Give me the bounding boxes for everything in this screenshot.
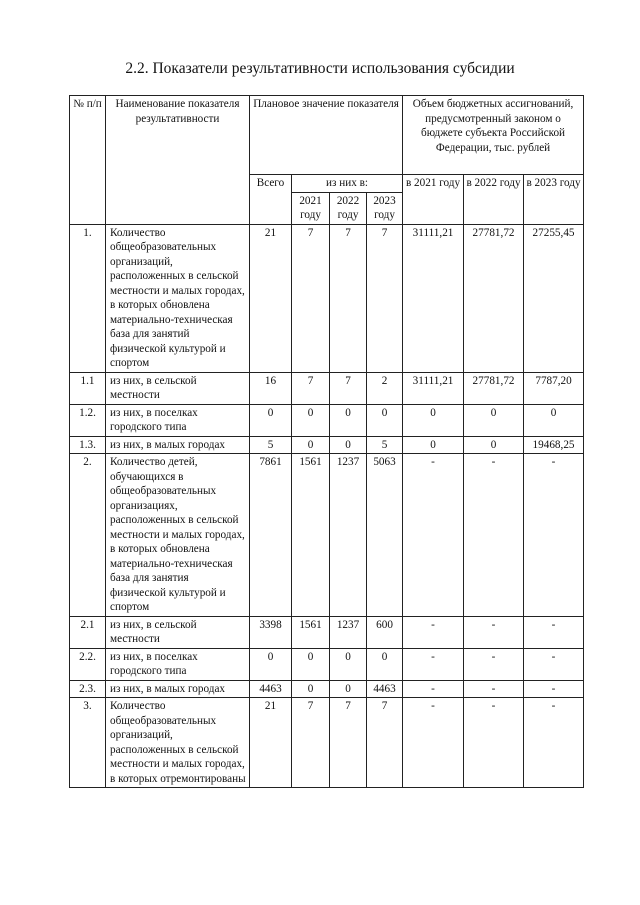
- row-plan-2021: 0: [292, 404, 330, 436]
- row-budget-2021: 0: [403, 436, 464, 454]
- header-of-which: из них в:: [292, 175, 403, 193]
- row-plan-2022: 1237: [330, 454, 367, 617]
- row-num: 2.1: [70, 616, 106, 648]
- row-budget-2022: 27781,72: [464, 224, 524, 372]
- row-budget-2022: -: [464, 616, 524, 648]
- row-plan-2023: 0: [367, 404, 403, 436]
- row-num: 3.: [70, 698, 106, 788]
- header-name: Наименование показателя результативности: [106, 96, 250, 225]
- row-plan-2021: 1561: [292, 616, 330, 648]
- row-plan-2022: 1237: [330, 616, 367, 648]
- row-budget-2022: -: [464, 648, 524, 680]
- row-total: 5: [250, 436, 292, 454]
- row-num: 2.2.: [70, 648, 106, 680]
- row-budget-2023: -: [524, 698, 584, 788]
- row-plan-2021: 7: [292, 698, 330, 788]
- row-plan-2021: 0: [292, 680, 330, 698]
- row-num: 1.1: [70, 372, 106, 404]
- row-plan-2023: 7: [367, 698, 403, 788]
- row-name: из них, в поселках городского типа: [106, 648, 250, 680]
- row-name: из них, в малых городах: [106, 436, 250, 454]
- row-budget-2023: 7787,20: [524, 372, 584, 404]
- table-row: [70, 616, 584, 648]
- row-budget-2022: -: [464, 680, 524, 698]
- table-row: [70, 404, 584, 436]
- row-budget-2023: -: [524, 454, 584, 617]
- header-total: Всего: [250, 175, 292, 225]
- header-budget-2023: в 2023 году: [524, 175, 584, 225]
- row-plan-2022: 0: [330, 648, 367, 680]
- row-budget-2021: -: [403, 648, 464, 680]
- row-budget-2021: 31111,21: [403, 372, 464, 404]
- table-row: [70, 372, 584, 404]
- row-plan-2023: 4463: [367, 680, 403, 698]
- row-budget-2023: 27255,45: [524, 224, 584, 372]
- row-plan-2021: 7: [292, 224, 330, 372]
- row-budget-2023: 19468,25: [524, 436, 584, 454]
- row-budget-2023: -: [524, 648, 584, 680]
- row-total: 21: [250, 224, 292, 372]
- row-plan-2021: 7: [292, 372, 330, 404]
- header-num: № п/п: [70, 96, 106, 225]
- row-budget-2021: -: [403, 616, 464, 648]
- row-plan-2023: 5: [367, 436, 403, 454]
- row-total: 7861: [250, 454, 292, 617]
- row-budget-2022: 27781,72: [464, 372, 524, 404]
- row-total: 0: [250, 648, 292, 680]
- row-plan-2022: 0: [330, 404, 367, 436]
- row-num: 2.: [70, 454, 106, 617]
- header-plan: Плановое значение показателя: [250, 96, 403, 175]
- indicators-table: [69, 95, 584, 788]
- row-plan-2022: 7: [330, 372, 367, 404]
- row-name: из них, в малых городах: [106, 680, 250, 698]
- row-budget-2023: -: [524, 616, 584, 648]
- row-num: 1.3.: [70, 436, 106, 454]
- row-budget-2021: -: [403, 698, 464, 788]
- header-budget-2022: в 2022 году: [464, 175, 524, 225]
- row-budget-2022: -: [464, 698, 524, 788]
- row-budget-2021: -: [403, 680, 464, 698]
- row-plan-2023: 7: [367, 224, 403, 372]
- row-total: 16: [250, 372, 292, 404]
- header-budget-2021: в 2021 году: [403, 175, 464, 225]
- header-plan-2022: 2022 году: [330, 192, 367, 224]
- row-plan-2023: 5063: [367, 454, 403, 617]
- row-budget-2021: -: [403, 454, 464, 617]
- row-plan-2021: 0: [292, 648, 330, 680]
- row-budget-2021: 0: [403, 404, 464, 436]
- row-name: из них, в сельской местности: [106, 372, 250, 404]
- header-plan-2023: 2023 году: [367, 192, 403, 224]
- table-row: [70, 680, 584, 698]
- row-plan-2022: 7: [330, 224, 367, 372]
- row-total: 0: [250, 404, 292, 436]
- row-name: из них, в поселках городского типа: [106, 404, 250, 436]
- row-plan-2022: 7: [330, 698, 367, 788]
- row-num: 1.: [70, 224, 106, 372]
- row-budget-2022: 0: [464, 404, 524, 436]
- row-budget-2021: 31111,21: [403, 224, 464, 372]
- table-row: [70, 224, 584, 372]
- row-budget-2022: 0: [464, 436, 524, 454]
- page-title: 2.2. Показатели результативности использования субсидии: [125, 60, 515, 77]
- row-plan-2023: 600: [367, 616, 403, 648]
- table-row: [70, 436, 584, 454]
- row-plan-2023: 2: [367, 372, 403, 404]
- header-row-1: [70, 96, 584, 175]
- row-budget-2022: -: [464, 454, 524, 617]
- header-plan-2021: 2021 году: [292, 192, 330, 224]
- row-plan-2022: 0: [330, 436, 367, 454]
- table-row: [70, 648, 584, 680]
- row-name: из них, в сельской местности: [106, 616, 250, 648]
- row-name: Количество общеобразовательных организаций, расположенных в сельской местности и малых городах, в которых отремонтированы: [106, 698, 250, 788]
- row-total: 4463: [250, 680, 292, 698]
- row-num: 2.3.: [70, 680, 106, 698]
- row-budget-2023: 0: [524, 404, 584, 436]
- row-plan-2021: 1561: [292, 454, 330, 617]
- row-total: 21: [250, 698, 292, 788]
- row-total: 3398: [250, 616, 292, 648]
- row-plan-2023: 0: [367, 648, 403, 680]
- table-row: [70, 454, 584, 617]
- row-name: Количество детей, обучающихся в общеобразовательных организациях, расположенных в сельской местности и малых городах, в которых обновлена материально-техническая база для занятия физической культурой и спортом: [106, 454, 250, 617]
- row-plan-2021: 0: [292, 436, 330, 454]
- row-budget-2023: -: [524, 680, 584, 698]
- row-num: 1.2.: [70, 404, 106, 436]
- header-budget: Объем бюджетных ассигнований, предусмотренный законом о бюджете субъекта Российской Федерации, тыс. рублей: [403, 96, 584, 175]
- row-plan-2022: 0: [330, 680, 367, 698]
- table-row: [70, 698, 584, 788]
- row-name: Количество общеобразовательных организаций, расположенных в сельской местности и малых городах, в которых обновлена материально-техническая база для занятий физической культурой и спортом: [106, 224, 250, 372]
